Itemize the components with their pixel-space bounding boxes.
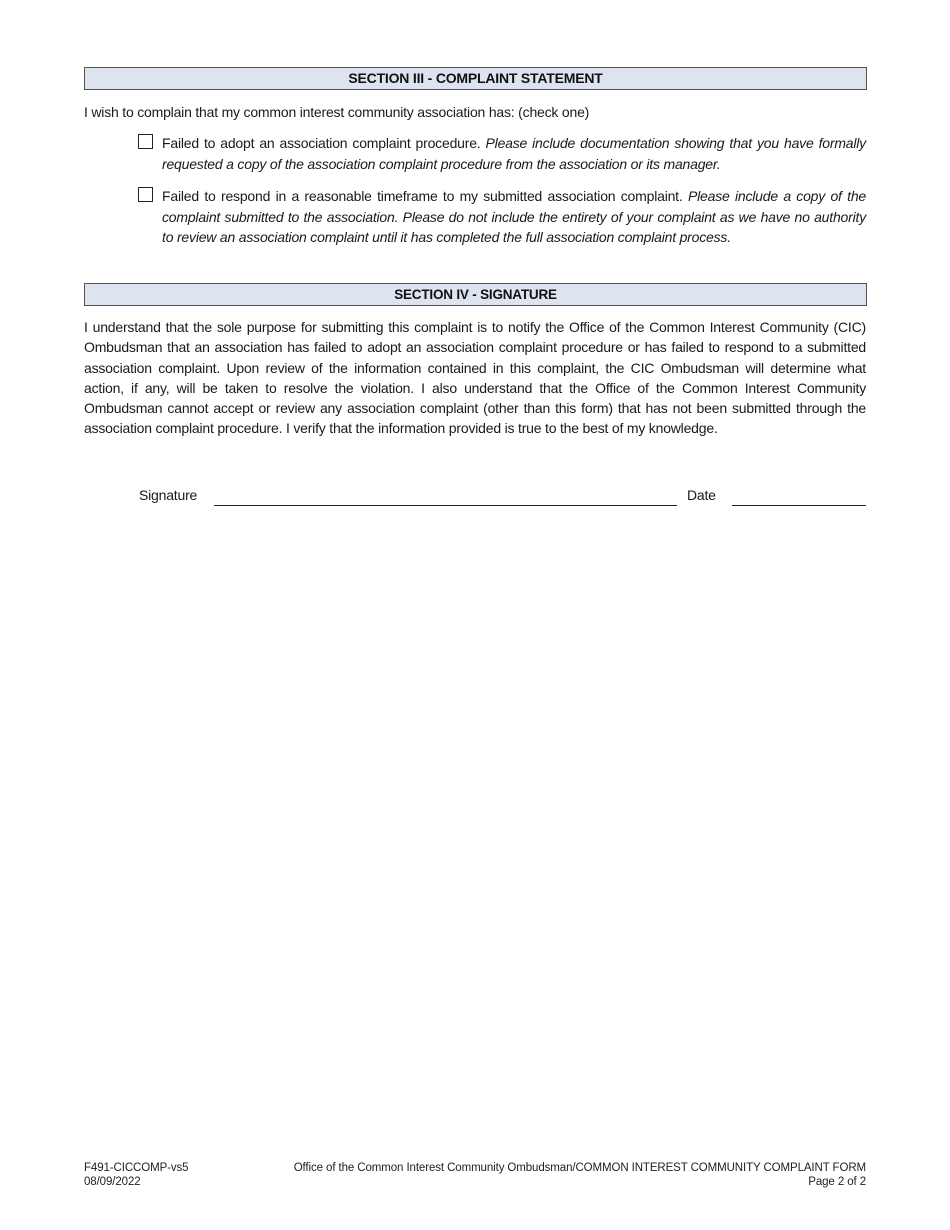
footer-title: Office of the Common Interest Community Ombudsman/COMMON INTEREST COMMUNITY COMPLAINT FORM — [293, 1162, 866, 1174]
footer-left — [84, 1161, 188, 1189]
footer-right — [294, 1161, 866, 1189]
option-text-italic: Please include documentation showing that you have formally requested a copy of the association complaint procedure from the association or its manager. — [162, 135, 866, 172]
signature-label: Signature — [139, 487, 198, 503]
footer-page-number: Page 2 of 2 — [808, 1176, 866, 1188]
signature-field[interactable] — [214, 505, 677, 506]
option-no-complaint-procedure[interactable] — [138, 133, 866, 174]
footer-form-id: F491-CICCOMP-vs5 — [84, 1162, 189, 1174]
section-4-header: SECTION IV - SIGNATURE — [84, 283, 867, 306]
checkbox-no-complaint-procedure[interactable] — [138, 134, 153, 149]
option-text-normal: Failed to respond in a reasonable timeframe to my submitted association complaint. — [162, 188, 688, 204]
option-text — [162, 133, 866, 174]
option-text-italic: Please include a copy of the complaint submitted to the association. Please do not include the entirety of your complaint as we have no authority to review an association complaint until it has completed the full association complaint process. — [162, 188, 866, 245]
signature-statement: I understand that the sole purpose for submitting this complaint is to notify the Office of the Common Interest Community (CIC) Ombudsman that an association has failed to adopt an association complaint procedure or has failed to respond to a submitted association complaint. Upon review of the information contained in this complaint, the CIC Ombudsman will determine what action, if any, will be taken to resolve the violation. I also understand that the Office of the Common Interest Community Ombudsman cannot accept or review any association complaint (other than this form) that has not been submitted through the association complaint procedure. I verify that the information provided is true to the best of my knowledge. — [84, 319, 866, 437]
section-3-header: SECTION III - COMPLAINT STATEMENT — [84, 67, 867, 90]
date-label: Date — [687, 487, 716, 503]
option-text-normal: Failed to adopt an association complaint procedure. — [162, 135, 486, 151]
footer-form-date: 08/09/2022 — [84, 1176, 141, 1188]
complaint-intro: I wish to complain that my common interest community association has: (check one) — [84, 104, 590, 120]
checkbox-no-timely-response[interactable] — [138, 187, 153, 202]
option-text — [162, 186, 866, 248]
date-field[interactable] — [732, 505, 866, 506]
option-no-timely-response[interactable] — [138, 186, 866, 248]
